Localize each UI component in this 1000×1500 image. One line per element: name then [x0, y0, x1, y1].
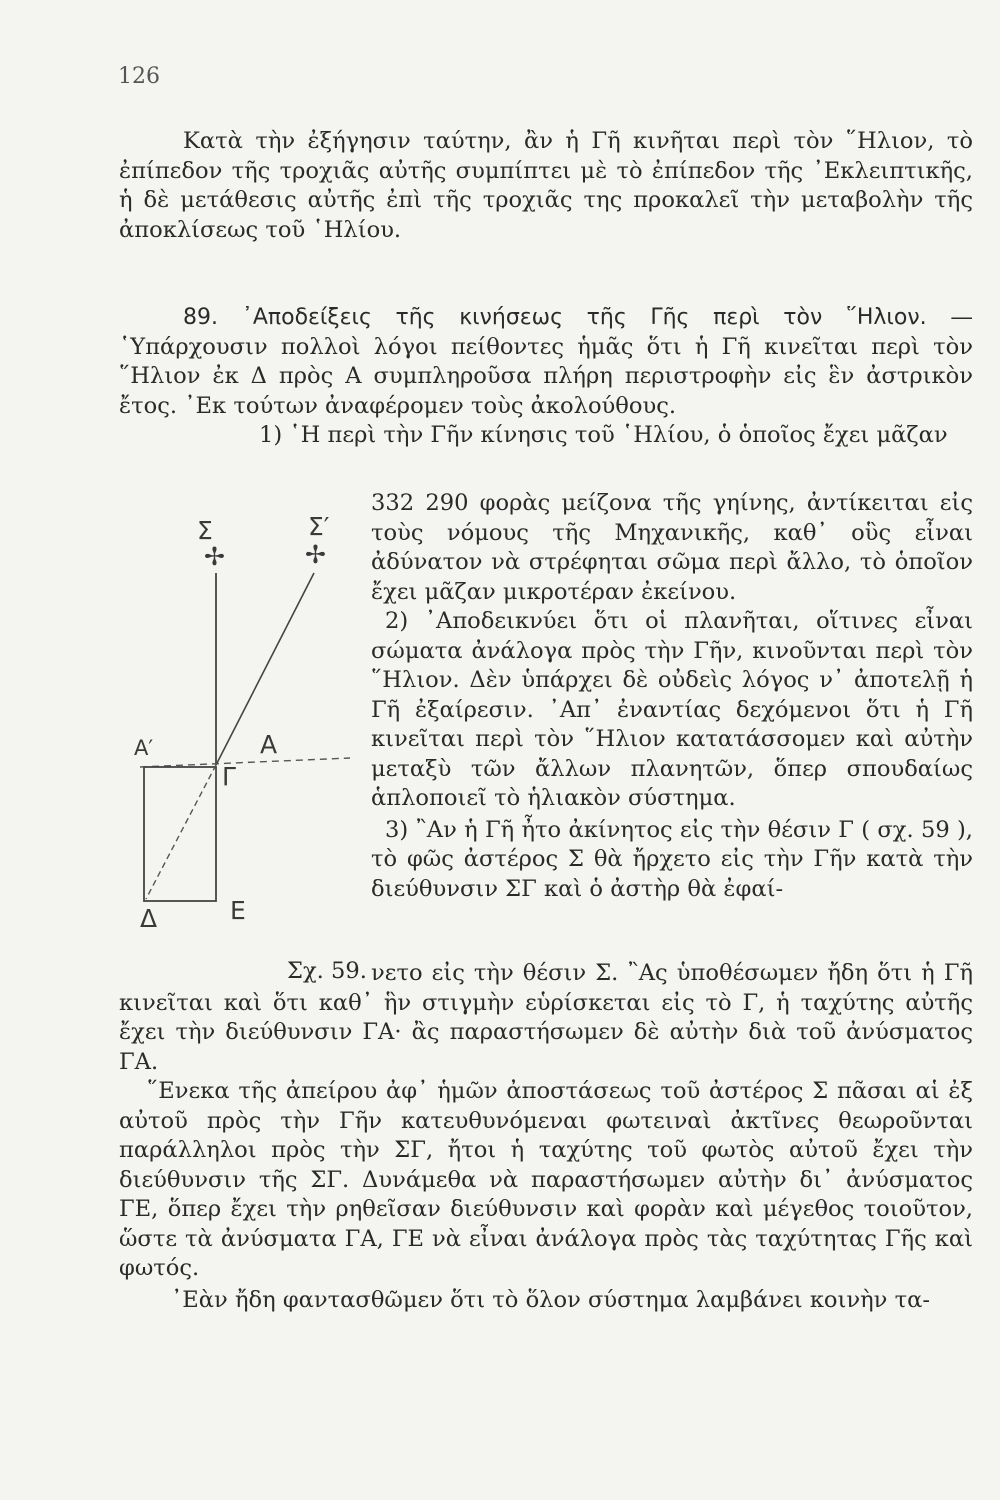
paragraph-enneka: ῞Ενεκα τῆς ἀπείρου ἀφ᾿ ἡμῶν ἀποστάσεως τοῦ ἀστέρος Σ πᾶσαι αἱ ἐξ αὐτοῦ πρὸς τὴν Γῆν κατευθυνόμεναι φωτειναὶ ἀκτῖνες θεωροῦνται παράλληλοι πρὸς τὴν ΣΓ, ἤτοι ἡ ταχύτης τοῦ φωτὸς αὐτοῦ ἔχει τὴν διεύθυνσιν τῆς ΣΓ. Δυνάμεθα νὰ παραστήσωμεν αὐτὴν δι᾿ ἀνύσματος ΓΕ, ὅπερ ἔχει τὴν ρηθεῖσαν διεύθυνσιν καὶ φορὰν καὶ μέγεθος τοιοῦτον, ὥστε τὰ ἀνύσματα ΓΑ, ΓΕ νὰ εἶναι ἀνάλογα πρὸς τὰς ταχύτητας Γῆς καὶ φωτός.: [119, 1078, 973, 1281]
section-number: 89.: [183, 305, 218, 330]
fig-label-alpha: Α: [260, 730, 278, 759]
fig-label-delta: Δ: [140, 904, 158, 933]
paragraph-ean: ᾿Εὰν ἤδη φαντασθῶμεν ὅτι τὸ ὅλον σύστημα λαμβάνει κοινὴν τα-: [171, 1286, 930, 1313]
item-1-first-line: 1) ῾Η περὶ τὴν Γῆν κίνησις τοῦ ῾Ηλίου, ὁ ὁποῖος ἔχει μᾶζαν: [259, 422, 948, 448]
fig-star-left: ✢: [204, 542, 225, 571]
paragraph-intro: [119, 127, 973, 245]
item-2: 2) ᾿Αποδεικνύει ὅτι οἱ πλανῆται, οἵτινες εἶναι σώματα ἀνάλογα πρὸς τὴν Γῆν, κινοῦνται περὶ τὸν ῞Ηλιον. Δὲν ὑπάρχει δὲ οὐδεὶς λόγος ν᾿ ἀποτελῇ ἡ Γῆ ἐξαίρεσιν. ᾿Απ᾿ ἐναντίας δεχόμενοι ὅτι ἡ Γῆ κινεῖται περὶ τὸν ῞Ηλιον κατατάσσομεν καὶ αὐτὴν μεταξὺ τῶν ἄλλων πλανητῶν, ὅπερ σπουδαίως ἁπλοποιεῖ τὸ ἡλιακὸν σύστημα.: [371, 608, 973, 811]
lower-text: [119, 959, 973, 1315]
fig-label-gamma: Γ: [222, 762, 236, 791]
figure-59: [120, 495, 350, 955]
section-89: [119, 303, 973, 451]
page-number: 126: [118, 64, 160, 89]
section-heading-paragraph: [119, 303, 973, 421]
item-3-rest-text: νετο εἰς τὴν θέσιν Σ. ῍Ας ὑποθέσωμεν ἤδη ὅτι ἡ Γῆ κινεῖται καὶ ὅτι καθ᾿ ἣν στιγμὴν εὑρίσκεται εἰς τὸ Γ, ἡ ταχύτης αὐτῆς ἔχει τὴν διεύθυνσιν ΓΑ· ἂς παραστήσωμεν δὲ αὐτὴν διὰ τοῦ ἀνύσματος ΓΑ.: [119, 960, 973, 1075]
fig-star-right: ✢: [305, 540, 326, 569]
item-3-rest: [119, 959, 973, 1077]
item-1-rest: 332 290 φορὰς μείζονα τῆς γηίνης, ἀντίκειται εἰς τοὺς νόμους τῆς Μηχανικῆς, καθ᾿ οὓς εἶναι ἀδύνατον νὰ στρέφηται σῶμα περὶ ἄλλο, τὸ ὁποῖον ἔχει μᾶζαν μικροτέραν ἐκείνου.: [371, 490, 973, 605]
fig-label-sigma: Σ: [197, 516, 213, 545]
section-title: ᾿Αποδείξεις τῆς κινήσεως τῆς Γῆς περὶ τὸν ῞Ηλιον.: [241, 305, 927, 330]
section-body: ῾Υπάρχουσιν πολλοὶ λόγοι πείθοντες ἡμᾶς ὅτι ἡ Γῆ κινεῖται περὶ τὸν ῞Ηλιον ἐκ Δ πρὸς Α συμπληροῦσα πλήρη περιστροφὴν εἰς ἓν ἀστρικὸν ἔτος. ᾿Εκ τούτων ἀναφέρομεν τοὺς ἀκολούθους.: [119, 333, 973, 419]
fig-label-alpha-prime: Α′: [134, 736, 154, 760]
fig-label-epsilon: Ε: [230, 896, 246, 925]
diagonal-gamma-delta: [146, 765, 216, 899]
aberration-diagram: [120, 495, 350, 955]
intro-text: Κατὰ τὴν ἐξήγησιν ταύτην, ἂν ἡ Γῆ κινῆται περὶ τὸν ῞Ηλιον, τὸ ἐπίπεδον τῆς τροχιᾶς αὐτῆς συμπίπτει μὲ τὸ ἐπίπεδον τῆς ᾿Εκλειπτικῆς, ἡ δὲ μετάθεσις αὐτῆς ἐπὶ τῆς τροχιᾶς της προκαλεῖ τὴν μεταβολὴν τῆς ἀποκλίσεως τοῦ ῾Ηλίου.: [119, 128, 973, 243]
section-dash: —: [926, 304, 974, 330]
line-alpha-prime-alpha: [140, 758, 350, 767]
fig-label-sigma-prime: Σ′: [308, 512, 330, 541]
text-column-beside-figure: [371, 481, 973, 904]
figure-caption: Σχ. 59.: [287, 958, 367, 984]
item-3-start: 3) ῍Αν ἡ Γῆ ἦτο ἀκίνητος εἰς τὴν θέσιν Γ ( σχ. 59 ), τὸ φῶς ἀστέρος Σ θὰ ἤρχετο εἰς τὴν Γῆν κατὰ τὴν διεύθυνσιν ΣΓ καὶ ὁ ἀστὴρ θὰ ἐφαί-: [371, 816, 973, 902]
